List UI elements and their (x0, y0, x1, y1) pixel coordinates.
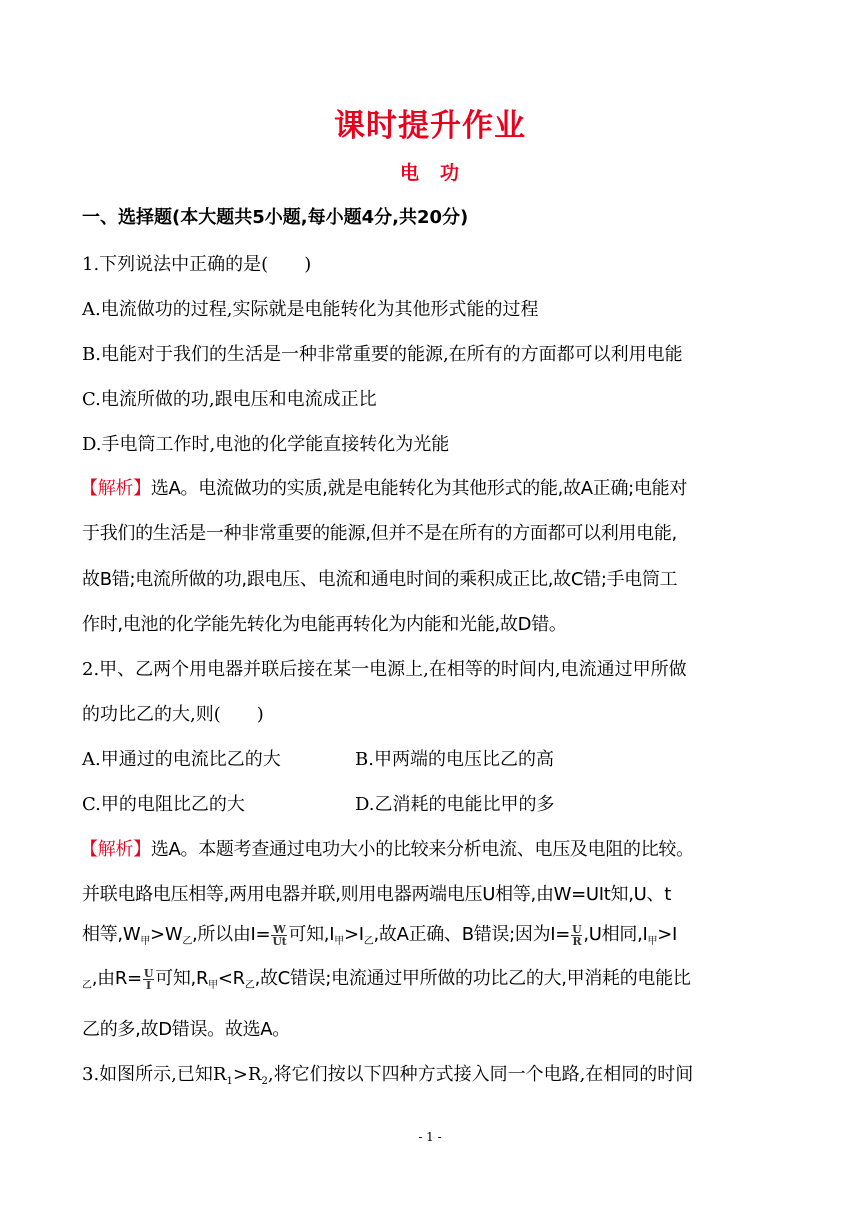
analysis-tag: 【解析】 (80, 839, 151, 860)
page-subtitle: 电 功 (399, 162, 460, 184)
question-2-option-d: D.乙消耗的电能比甲的多 (355, 794, 555, 815)
question-1-option-b: B.电能对于我们的生活是一种非常重要的能源,在所有的方面都可以利用电能 (82, 344, 683, 365)
answer-2-line-4: $_乙$,由R= $\frac{U}{I}$ 可知$,R_甲<R_乙$,故C错误;电流通过甲所做的功比乙的大,甲消耗的电能比 (82, 966, 691, 992)
question-2-stem-line-1: 2.甲、乙两个用电器并联后接在某一电源上,在相等的时间内,电流通过甲所做 (82, 659, 687, 680)
question-1-stem: 1.下列说法中正确的是( ) (82, 254, 312, 275)
section-heading: 一、选择题(本大题共5小题,每小题4分,共20分) (82, 207, 469, 228)
question-1-option-a: A.电流做功的过程,实际就是电能转化为其他形式能的过程 (82, 299, 539, 320)
question-2-option-a: A.甲通过的电流比乙的大 (82, 749, 281, 770)
question-1-option-d: D.手电筒工作时,电池的化学能直接转化为光能 (82, 434, 450, 455)
fraction-w-over-ut: $\frac{W}{Ut}$ (272, 922, 287, 948)
analysis-tag: 【解析】 (80, 478, 151, 499)
page-number: - 1 - (418, 1130, 442, 1144)
answer-2-line-1: 【解析】选A。本题考查通过电功大小的比较来分析电流、电压及电阻的比较。 (80, 839, 694, 860)
question-2-option-c: C.甲的电阻比乙的大 (82, 794, 245, 815)
answer-2-line-3: 相等$,W_甲>W_乙$,所以由I= $\frac{W}{Ut}$ 可知$,I_甲>I_乙$,故A正确、B错误;因为I= $\frac{U}{R}$ ,U相同$,I_甲>I$ (82, 922, 678, 948)
answer-1-line-2: 于我们的生活是一种非常重要的能源,但并不是在所有的方面都可以利用电能, (82, 523, 677, 544)
fraction-u-over-r: $\frac{U}{R}$ (572, 922, 582, 948)
question-2-stem-line-2: 的功比乙的大,则( ) (82, 704, 264, 725)
answer-1-line-4: 作时,电池的化学能先转化为电能再转化为内能和光能,故D错。 (82, 614, 567, 635)
answer-1-line-1: 【解析】选A。电流做功的实质,就是电能转化为其他形式的能,故A正确;电能对 (80, 478, 688, 499)
question-1-option-c: C.电流所做的功,跟电压和电流成正比 (82, 389, 377, 410)
question-3-stem: 3.如图所示,已知$R_1>R_2$,将它们按以下四种方式接入同一个电路,在相同的时间 (82, 1064, 694, 1087)
answer-2-line-5: 乙的多,故D错误。故选A。 (82, 1019, 290, 1040)
answer-1-line-3: 故B错;电流所做的功,跟电压、电流和通电时间的乘积成正比,故C错;手电筒工 (82, 569, 678, 590)
fraction-u-over-i: $\frac{U}{I}$ (143, 966, 154, 992)
question-2-option-b: B.甲两端的电压比乙的高 (355, 749, 554, 770)
page-title: 课时提升作业 (334, 108, 526, 144)
answer-2-line-2: 并联电路电压相等,两用电器并联,则用电器两端电压U相等,由W=UIt知,U、t (82, 884, 672, 905)
